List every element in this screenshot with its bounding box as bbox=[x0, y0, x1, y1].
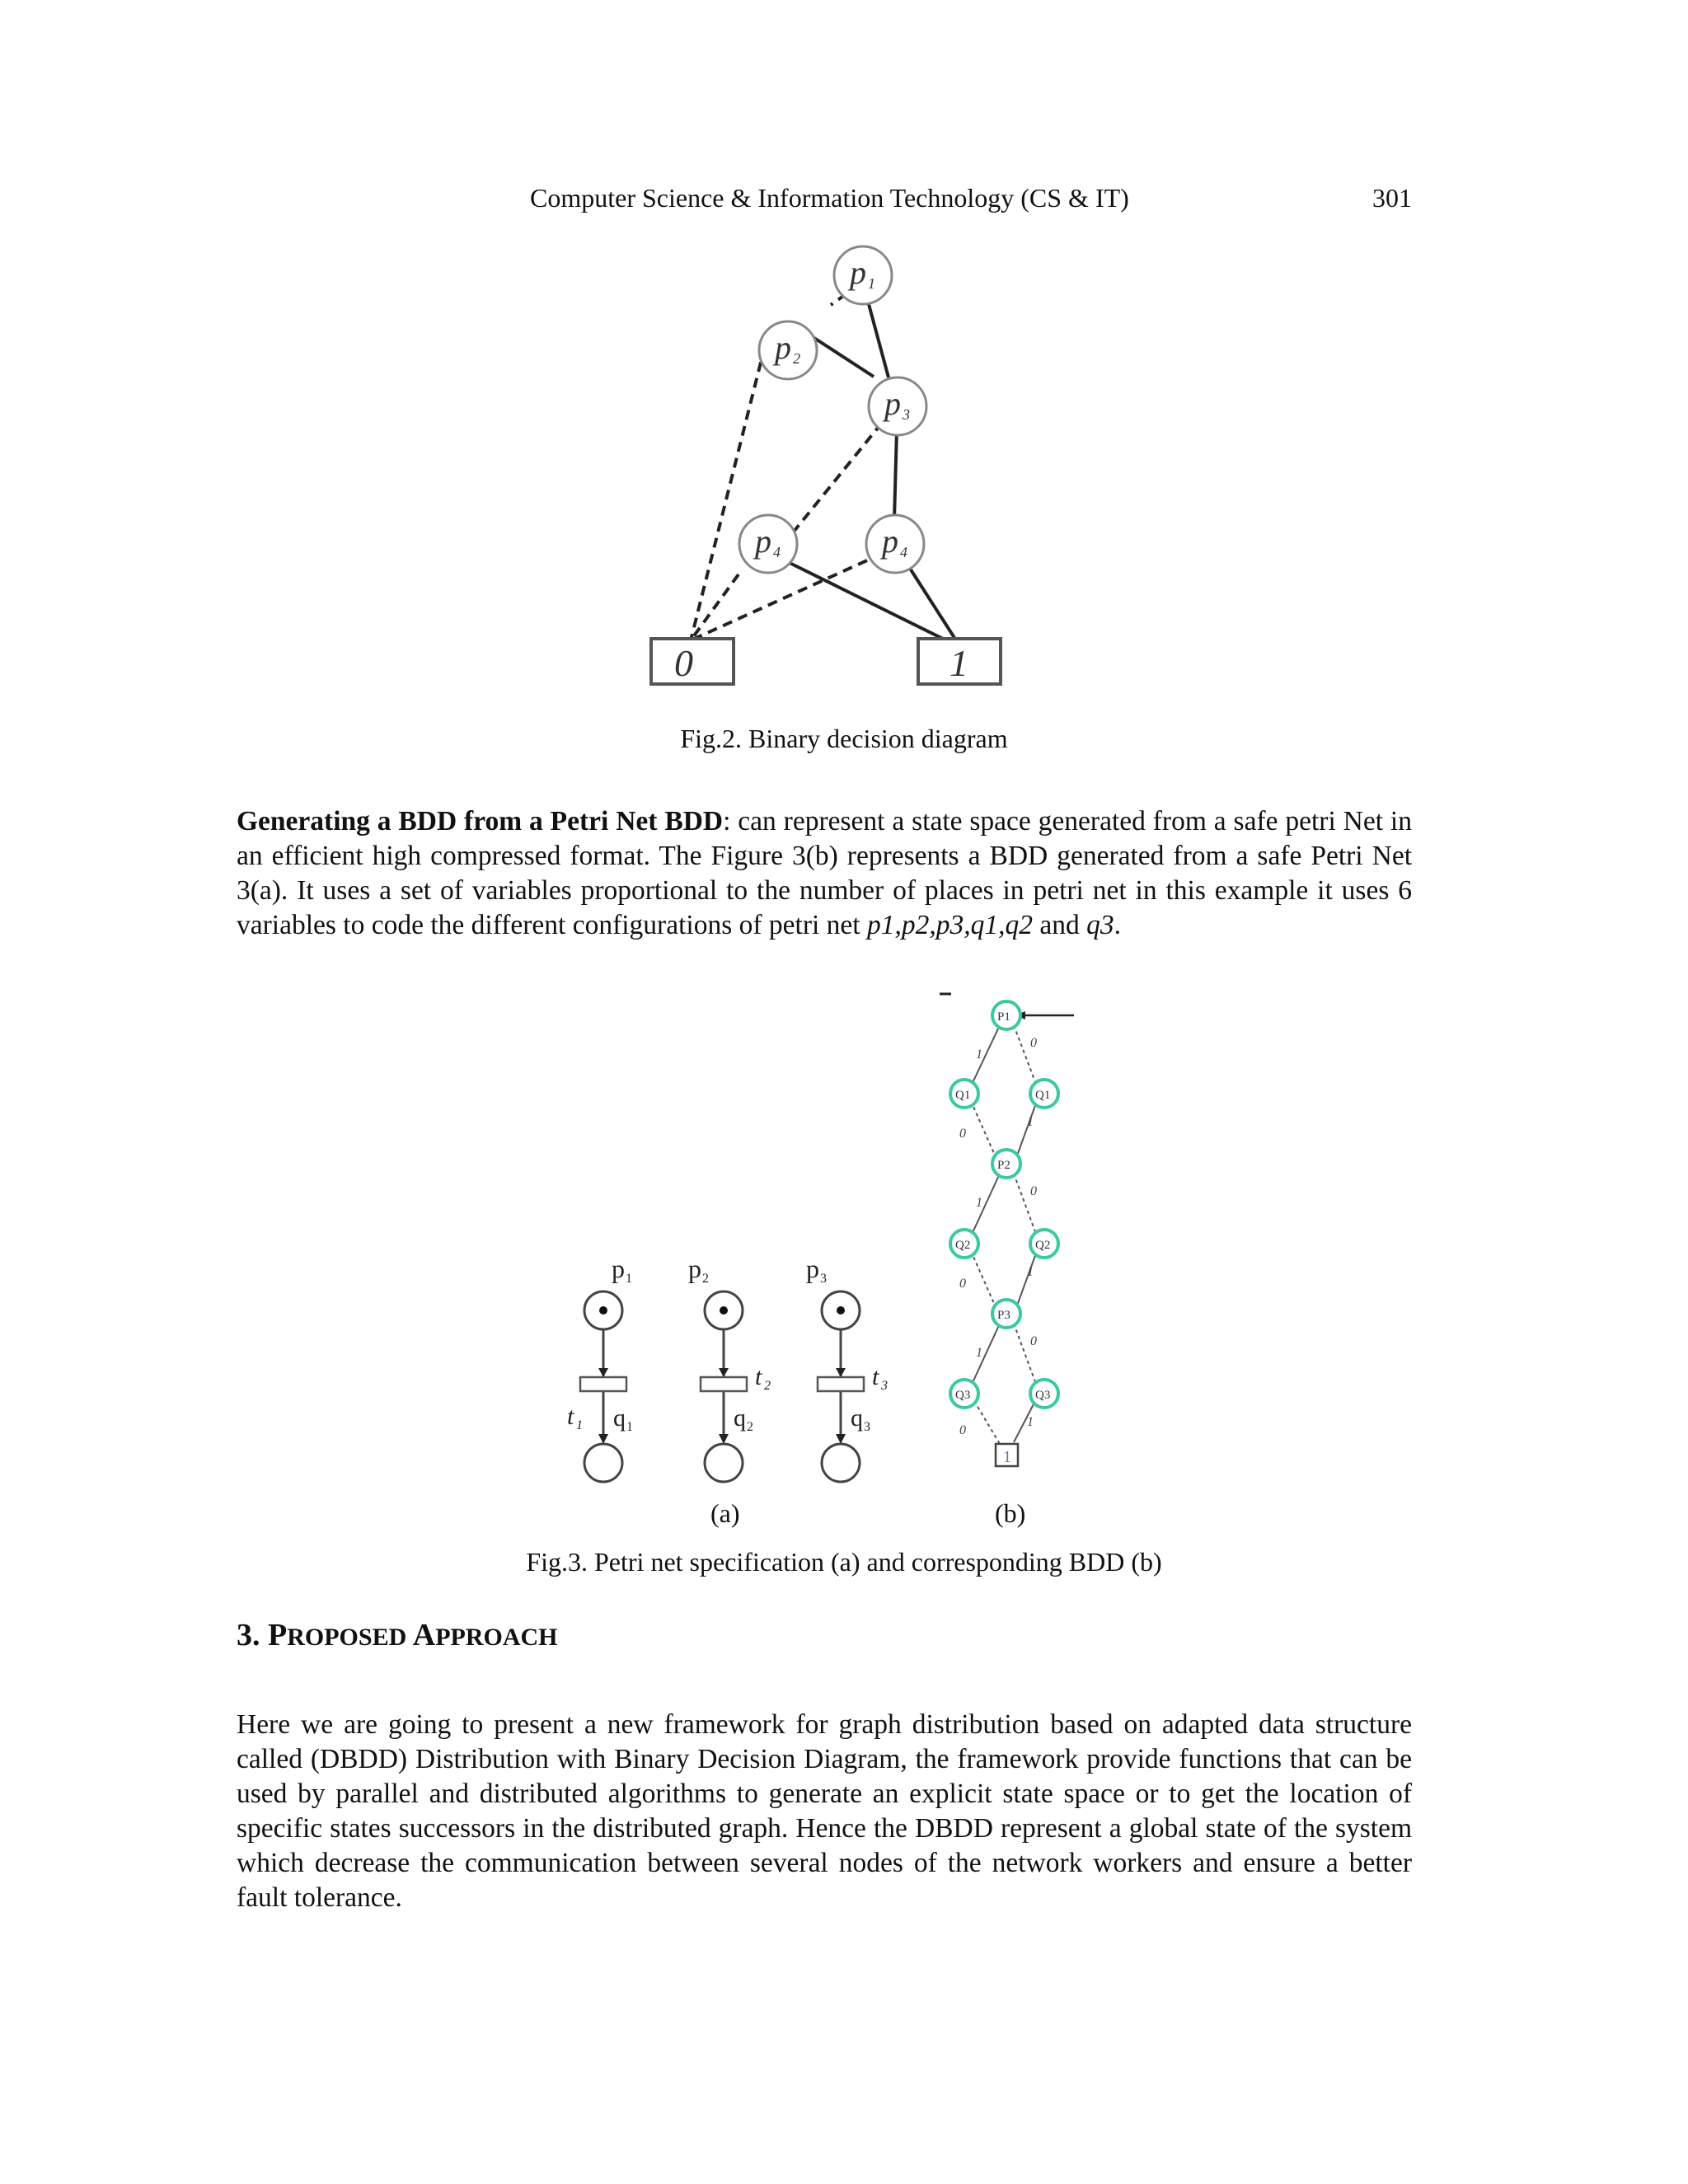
place-q3-sub: 3 bbox=[864, 1420, 870, 1434]
figure-2-caption: Fig.2. Binary decision diagram bbox=[680, 724, 1008, 753]
edge-p3-p4a bbox=[794, 423, 882, 532]
bdd-node-label: Q3 bbox=[1035, 1389, 1051, 1402]
edge-label-one: 1 bbox=[1027, 1415, 1034, 1429]
paragraph-proposed-approach: Here we are going to present a new framework for graph distribution based on adapted data structure called (DBDD) Distribution with Binary Decision Diagram, the framework provide functions that can be used by parallel and distributed algorithms to generate an explicit state space or to get the location of specific states successors in the distributed graph. Hence the DBDD represent a global state of the system which decrease the communication between several nodes of the network workers and ensure a better fault tolerance. bbox=[237, 1709, 1412, 1913]
transition-t1-label: t bbox=[567, 1403, 574, 1430]
paragraph-body: : can represent a state space generated from a safe petri Net in an efficient high compressed format. The Figure 3(b) represents a BDD generated from a safe Petri Net 3(a). It uses a set of variables proportional to the number of places in petri net in this example it uses 6 variables to code the different configurations of petri net bbox=[237, 806, 1412, 940]
page-number: 301 bbox=[1372, 183, 1412, 213]
figure-3-label-b: (b) bbox=[995, 1498, 1026, 1528]
transition-t2-label: t bbox=[755, 1363, 762, 1390]
token-p3 bbox=[837, 1306, 845, 1315]
node-p3-label: p bbox=[884, 385, 901, 422]
journal-title: Computer Science & Information Technology (CS & IT) bbox=[530, 183, 1129, 213]
variable-list: p1,p2,p3,q1,q2 bbox=[866, 910, 1033, 940]
transition-t3-sub: 3 bbox=[881, 1379, 888, 1393]
edge-label-one: 1 bbox=[1027, 1115, 1034, 1129]
edge-p2-zero bbox=[691, 346, 765, 640]
place-p3-label: p bbox=[806, 1254, 819, 1283]
transition-t3-label: t bbox=[872, 1363, 879, 1390]
node-p4a-label: p bbox=[755, 523, 771, 560]
transition-t2-sub: 2 bbox=[764, 1379, 771, 1393]
bdd-node-label: P3 bbox=[997, 1309, 1010, 1322]
section-title-small-caps: PPROACH bbox=[435, 1624, 558, 1651]
paragraph-lead: Generating a BDD from a Petri Net BDD bbox=[237, 806, 724, 837]
terminal-zero-label: 0 bbox=[674, 642, 693, 684]
edge-label-one: 1 bbox=[976, 1047, 982, 1062]
paragraph-bdd-generation bbox=[237, 804, 1412, 943]
place-p3-sub: 3 bbox=[820, 1272, 827, 1286]
transition-t3 bbox=[818, 1377, 864, 1391]
place-q3 bbox=[822, 1444, 860, 1482]
bdd-edge bbox=[1014, 1324, 1037, 1386]
node-p1-label: p bbox=[850, 254, 866, 291]
place-p1-sub: 1 bbox=[626, 1272, 632, 1286]
figure-2-bdd bbox=[643, 239, 1022, 701]
edge-label-one: 1 bbox=[976, 1346, 982, 1360]
place-q2-sub: 2 bbox=[747, 1420, 753, 1434]
transition-t2 bbox=[701, 1377, 747, 1391]
node-p3-sub: 3 bbox=[903, 406, 910, 423]
bdd-node-label: P1 bbox=[997, 1010, 1010, 1024]
section-title-small-caps: ROPOSED bbox=[287, 1624, 413, 1651]
edge-label-zero: 0 bbox=[959, 1127, 966, 1141]
node-p4b-sub: 4 bbox=[900, 544, 907, 560]
paragraph-and: and bbox=[1032, 910, 1087, 940]
node-p4b-label: p bbox=[882, 523, 898, 560]
bdd-edge bbox=[1014, 1174, 1037, 1236]
place-q1-sub: 1 bbox=[626, 1420, 633, 1434]
section-title-cap: P bbox=[268, 1618, 288, 1652]
edge-label-one: 1 bbox=[1027, 1265, 1034, 1279]
paragraph-end: . bbox=[1114, 910, 1121, 940]
section-title-cap: A bbox=[412, 1618, 436, 1652]
figure-3b-bdd bbox=[923, 989, 1104, 1483]
transition-t1 bbox=[580, 1377, 626, 1391]
place-q1 bbox=[584, 1444, 622, 1482]
bdd-node-label: Q3 bbox=[955, 1389, 971, 1402]
bdd-node-label: Q2 bbox=[1035, 1239, 1051, 1252]
edge-label-zero: 0 bbox=[959, 1277, 966, 1291]
terminal-one-label: 1 bbox=[950, 642, 968, 684]
bdd-node-label: Q1 bbox=[1035, 1089, 1051, 1102]
node-p2-sub: 2 bbox=[793, 350, 800, 367]
figure-3-label-a: (a) bbox=[710, 1498, 740, 1528]
node-p2-label: p bbox=[775, 329, 791, 366]
edge-label-zero: 0 bbox=[1030, 1036, 1037, 1050]
figure-3-caption: Fig.3. Petri net specification (a) and corresponding BDD (b) bbox=[526, 1547, 1162, 1577]
edge-label-zero: 0 bbox=[959, 1423, 966, 1437]
bdd-node-label: P2 bbox=[997, 1159, 1010, 1172]
transition-t1-sub: 1 bbox=[576, 1418, 583, 1432]
section-heading bbox=[237, 1617, 558, 1653]
variable-last: q3 bbox=[1086, 910, 1114, 940]
edge-p4b-one bbox=[907, 565, 956, 640]
bdd-node-label: Q2 bbox=[955, 1239, 971, 1252]
place-q2-label: q bbox=[734, 1404, 746, 1432]
token-p1 bbox=[599, 1306, 607, 1315]
token-p2 bbox=[720, 1306, 728, 1315]
place-q3-label: q bbox=[851, 1404, 863, 1432]
node-p1-sub: 1 bbox=[868, 275, 875, 292]
edge-p4a-one bbox=[785, 560, 946, 640]
figure-3a-petri-net bbox=[560, 1253, 907, 1492]
bdd-edge bbox=[974, 1401, 1000, 1444]
place-p2-sub: 2 bbox=[702, 1272, 709, 1286]
edge-label-zero: 0 bbox=[1030, 1334, 1037, 1348]
edge-p4b-zero bbox=[691, 560, 867, 640]
bdd-node-label: Q1 bbox=[955, 1089, 971, 1102]
place-p2-label: p bbox=[688, 1254, 701, 1283]
node-p4a-sub: 4 bbox=[773, 544, 781, 560]
edge-p3-p4b bbox=[894, 430, 897, 519]
place-p1-label: p bbox=[612, 1254, 625, 1283]
bdd-terminal-label: 1 bbox=[1003, 1448, 1011, 1466]
bdd-edge bbox=[1014, 1025, 1037, 1086]
place-q2 bbox=[705, 1444, 743, 1482]
place-q1-label: q bbox=[613, 1404, 626, 1432]
edge-label-one: 1 bbox=[976, 1196, 982, 1210]
edge-label-zero: 0 bbox=[1030, 1184, 1037, 1198]
section-number: 3. bbox=[237, 1618, 268, 1652]
